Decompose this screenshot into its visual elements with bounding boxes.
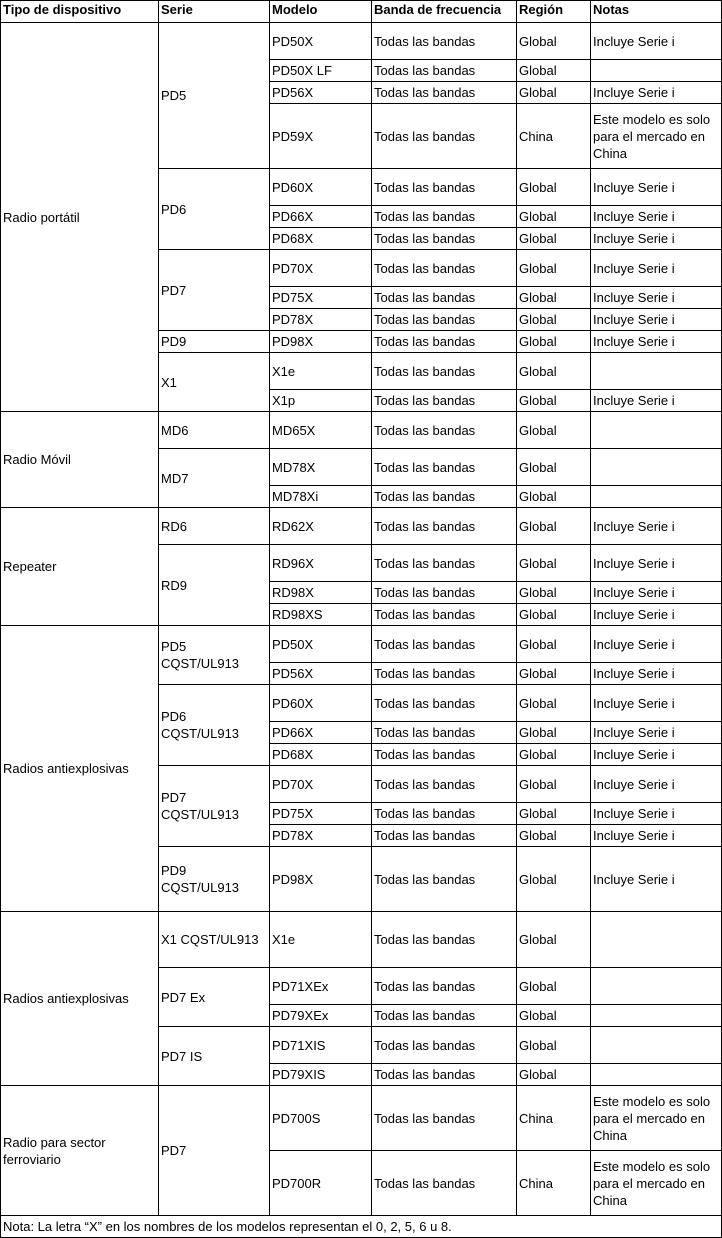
- device-type-cell: Radios antiexplosivas: [1, 912, 159, 1086]
- band-cell: Todas las bandas: [372, 582, 517, 604]
- notes-cell: Incluye Serie i: [591, 825, 722, 847]
- region-cell: Global: [517, 685, 591, 722]
- series-cell: PD7: [159, 1086, 270, 1216]
- model-cell: PD79XEx: [270, 1005, 372, 1027]
- series-cell: RD9: [159, 545, 270, 626]
- band-cell: Todas las bandas: [372, 663, 517, 685]
- model-cell: PD98X: [270, 331, 372, 353]
- model-cell: RD98X: [270, 582, 372, 604]
- band-cell: Todas las bandas: [372, 766, 517, 803]
- band-cell: Todas las bandas: [372, 449, 517, 486]
- notes-cell: Incluye Serie i: [591, 508, 722, 545]
- band-cell: Todas las bandas: [372, 722, 517, 744]
- notes-cell: Incluye Serie i: [591, 722, 722, 744]
- device-type-cell: Repeater: [1, 508, 159, 626]
- header-device-type: Tipo de dispositivo: [1, 1, 159, 23]
- notes-cell: Incluye Serie i: [591, 23, 722, 60]
- band-cell: Todas las bandas: [372, 287, 517, 309]
- notes-cell: [591, 1064, 722, 1086]
- region-cell: Global: [517, 287, 591, 309]
- region-cell: Global: [517, 353, 591, 390]
- notes-cell: [591, 353, 722, 390]
- band-cell: Todas las bandas: [372, 685, 517, 722]
- band-cell: Todas las bandas: [372, 803, 517, 825]
- band-cell: Todas las bandas: [372, 412, 517, 449]
- notes-cell: [591, 968, 722, 1005]
- table-row: [1, 1086, 722, 1151]
- region-cell: Global: [517, 412, 591, 449]
- series-cell: MD6: [159, 412, 270, 449]
- series-cell: PD7 CQST/UL913: [159, 766, 270, 847]
- model-cell: PD71XEx: [270, 968, 372, 1005]
- notes-cell: Incluye Serie i: [591, 626, 722, 663]
- model-cell: PD50X: [270, 23, 372, 60]
- model-cell: X1e: [270, 912, 372, 968]
- region-cell: China: [517, 104, 591, 169]
- device-type-cell: Radio Móvil: [1, 412, 159, 508]
- notes-cell: [591, 1005, 722, 1027]
- model-cell: PD75X: [270, 803, 372, 825]
- model-cell: PD71XIS: [270, 1027, 372, 1064]
- band-cell: Todas las bandas: [372, 1151, 517, 1216]
- series-cell: RD6: [159, 508, 270, 545]
- table-body: [1, 23, 722, 1216]
- header-region: Región: [517, 1, 591, 23]
- band-cell: Todas las bandas: [372, 912, 517, 968]
- region-cell: Global: [517, 1064, 591, 1086]
- band-cell: Todas las bandas: [372, 1027, 517, 1064]
- model-cell: MD78X: [270, 449, 372, 486]
- model-cell: PD68X: [270, 228, 372, 250]
- series-cell: PD7: [159, 250, 270, 331]
- series-cell: X1: [159, 353, 270, 412]
- region-cell: Global: [517, 206, 591, 228]
- region-cell: Global: [517, 803, 591, 825]
- notes-cell: Incluye Serie i: [591, 663, 722, 685]
- notes-cell: Incluye Serie i: [591, 744, 722, 766]
- series-cell: PD6: [159, 169, 270, 250]
- region-cell: Global: [517, 169, 591, 206]
- device-type-cell: Radio para sector ferroviario: [1, 1086, 159, 1216]
- notes-cell: Incluye Serie i: [591, 685, 722, 722]
- region-cell: Global: [517, 545, 591, 582]
- model-cell: PD56X: [270, 663, 372, 685]
- series-cell: PD5 CQST/UL913: [159, 626, 270, 685]
- region-cell: Global: [517, 331, 591, 353]
- region-cell: Global: [517, 744, 591, 766]
- region-cell: Global: [517, 390, 591, 412]
- table-row: [1, 23, 722, 60]
- band-cell: Todas las bandas: [372, 228, 517, 250]
- notes-cell: Incluye Serie i: [591, 390, 722, 412]
- notes-cell: [591, 486, 722, 508]
- notes-cell: Incluye Serie i: [591, 228, 722, 250]
- band-cell: Todas las bandas: [372, 604, 517, 626]
- band-cell: Todas las bandas: [372, 825, 517, 847]
- series-cell: PD9: [159, 331, 270, 353]
- notes-cell: Incluye Serie i: [591, 803, 722, 825]
- series-cell: X1 CQST/UL913: [159, 912, 270, 968]
- series-cell: PD7 Ex: [159, 968, 270, 1027]
- model-cell: PD50X: [270, 626, 372, 663]
- series-cell: PD7 IS: [159, 1027, 270, 1086]
- model-cell: PD700R: [270, 1151, 372, 1216]
- footer-note: Nota: La letra “X” en los nombres de los modelos representan el 0, 2, 5, 6 u 8.: [1, 1216, 722, 1238]
- model-cell: PD59X: [270, 104, 372, 169]
- band-cell: Todas las bandas: [372, 82, 517, 104]
- region-cell: Global: [517, 663, 591, 685]
- region-cell: Global: [517, 626, 591, 663]
- header-series: Serie: [159, 1, 270, 23]
- region-cell: Global: [517, 1027, 591, 1064]
- band-cell: Todas las bandas: [372, 309, 517, 331]
- region-cell: Global: [517, 60, 591, 82]
- table-row: [1, 508, 722, 545]
- region-cell: Global: [517, 766, 591, 803]
- model-cell: PD78X: [270, 825, 372, 847]
- notes-cell: Incluye Serie i: [591, 169, 722, 206]
- series-cell: PD5: [159, 23, 270, 169]
- region-cell: Global: [517, 250, 591, 287]
- table-row: [1, 412, 722, 449]
- notes-cell: Incluye Serie i: [591, 582, 722, 604]
- notes-cell: Este modelo es solo para el mercado en China: [591, 1086, 722, 1151]
- series-cell: PD6 CQST/UL913: [159, 685, 270, 766]
- region-cell: Global: [517, 968, 591, 1005]
- model-cell: PD50X LF: [270, 60, 372, 82]
- header-model: Modelo: [270, 1, 372, 23]
- model-cell: RD96X: [270, 545, 372, 582]
- model-cell: RD98XS: [270, 604, 372, 626]
- notes-cell: Incluye Serie i: [591, 331, 722, 353]
- model-cell: PD700S: [270, 1086, 372, 1151]
- model-cell: PD60X: [270, 685, 372, 722]
- model-cell: MD65X: [270, 412, 372, 449]
- notes-cell: Incluye Serie i: [591, 309, 722, 331]
- footer-row: [1, 1216, 722, 1238]
- band-cell: Todas las bandas: [372, 23, 517, 60]
- device-type-cell: Radios antiexplosivas: [1, 626, 159, 912]
- region-cell: Global: [517, 82, 591, 104]
- band-cell: Todas las bandas: [372, 250, 517, 287]
- notes-cell: [591, 1027, 722, 1064]
- notes-cell: Incluye Serie i: [591, 766, 722, 803]
- notes-cell: [591, 412, 722, 449]
- band-cell: Todas las bandas: [372, 331, 517, 353]
- model-cell: MD78Xi: [270, 486, 372, 508]
- band-cell: Todas las bandas: [372, 847, 517, 912]
- band-cell: Todas las bandas: [372, 744, 517, 766]
- region-cell: China: [517, 1151, 591, 1216]
- notes-cell: Este modelo es solo para el mercado en China: [591, 104, 722, 169]
- region-cell: Global: [517, 722, 591, 744]
- band-cell: Todas las bandas: [372, 508, 517, 545]
- region-cell: Global: [517, 23, 591, 60]
- model-cell: PD68X: [270, 744, 372, 766]
- model-cell: PD78X: [270, 309, 372, 331]
- header-frequency-band: Banda de frecuencia: [372, 1, 517, 23]
- notes-cell: Incluye Serie i: [591, 250, 722, 287]
- region-cell: China: [517, 1086, 591, 1151]
- band-cell: Todas las bandas: [372, 486, 517, 508]
- notes-cell: Incluye Serie i: [591, 545, 722, 582]
- model-cell: PD66X: [270, 206, 372, 228]
- region-cell: Global: [517, 582, 591, 604]
- region-cell: Global: [517, 309, 591, 331]
- band-cell: Todas las bandas: [372, 60, 517, 82]
- region-cell: Global: [517, 228, 591, 250]
- series-cell: PD9 CQST/UL913: [159, 847, 270, 912]
- band-cell: Todas las bandas: [372, 545, 517, 582]
- model-cell: PD98X: [270, 847, 372, 912]
- band-cell: Todas las bandas: [372, 968, 517, 1005]
- band-cell: Todas las bandas: [372, 169, 517, 206]
- notes-cell: [591, 449, 722, 486]
- band-cell: Todas las bandas: [372, 626, 517, 663]
- band-cell: Todas las bandas: [372, 206, 517, 228]
- notes-cell: [591, 912, 722, 968]
- region-cell: Global: [517, 825, 591, 847]
- band-cell: Todas las bandas: [372, 390, 517, 412]
- model-cell: PD70X: [270, 766, 372, 803]
- notes-cell: Incluye Serie i: [591, 604, 722, 626]
- model-cell: X1e: [270, 353, 372, 390]
- model-cell: X1p: [270, 390, 372, 412]
- header-row: [1, 1, 722, 23]
- band-cell: Todas las bandas: [372, 104, 517, 169]
- device-type-cell: Radio portátil: [1, 23, 159, 412]
- region-cell: Global: [517, 604, 591, 626]
- model-cell: RD62X: [270, 508, 372, 545]
- notes-cell: Incluye Serie i: [591, 847, 722, 912]
- model-cell: PD56X: [270, 82, 372, 104]
- model-cell: PD75X: [270, 287, 372, 309]
- band-cell: Todas las bandas: [372, 1005, 517, 1027]
- region-cell: Global: [517, 1005, 591, 1027]
- band-cell: Todas las bandas: [372, 1086, 517, 1151]
- series-cell: MD7: [159, 449, 270, 508]
- region-cell: Global: [517, 486, 591, 508]
- notes-cell: Incluye Serie i: [591, 82, 722, 104]
- band-cell: Todas las bandas: [372, 353, 517, 390]
- region-cell: Global: [517, 449, 591, 486]
- header-notes: Notas: [591, 1, 722, 23]
- model-cell: PD70X: [270, 250, 372, 287]
- model-cell: PD60X: [270, 169, 372, 206]
- model-cell: PD66X: [270, 722, 372, 744]
- region-cell: Global: [517, 847, 591, 912]
- notes-cell: Incluye Serie i: [591, 287, 722, 309]
- table-row: [1, 626, 722, 663]
- model-cell: PD79XIS: [270, 1064, 372, 1086]
- notes-cell: Incluye Serie i: [591, 206, 722, 228]
- table-row: [1, 912, 722, 968]
- region-cell: Global: [517, 912, 591, 968]
- region-cell: Global: [517, 508, 591, 545]
- notes-cell: Este modelo es solo para el mercado en China: [591, 1151, 722, 1216]
- notes-cell: [591, 60, 722, 82]
- band-cell: Todas las bandas: [372, 1064, 517, 1086]
